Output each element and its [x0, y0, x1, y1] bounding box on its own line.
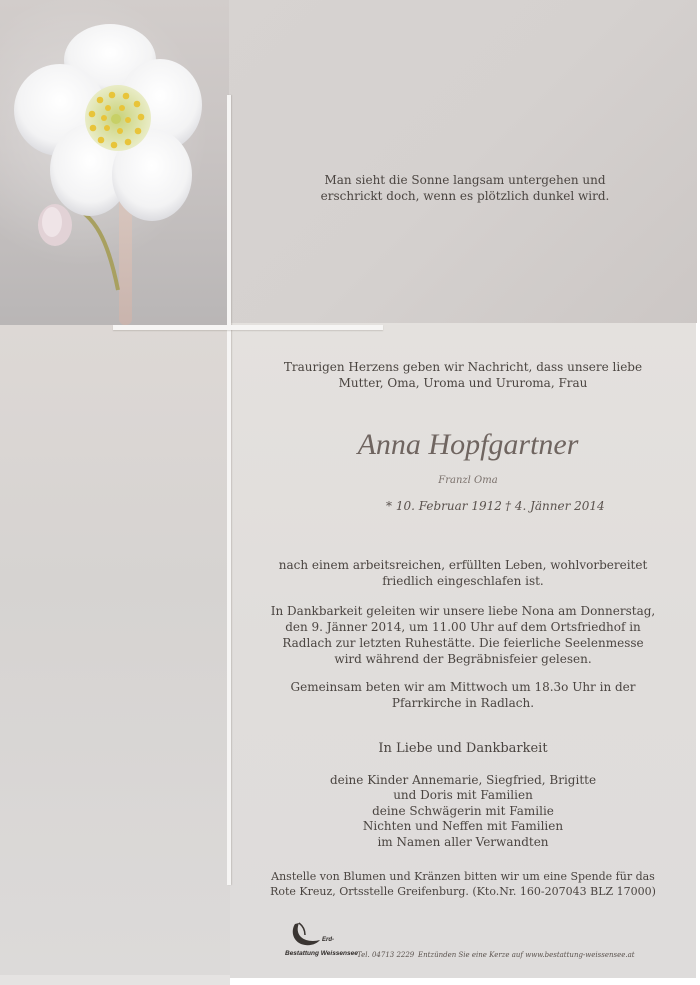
logo-text: Bestattung Weissensee [285, 950, 358, 957]
phone-number: Tel. 04713 2229 [357, 951, 415, 959]
prayer-paragraph: Gemeinsam beten wir am Mittwoch um 18.3o Uhr in der Pfarrkirche in Radlach. [290, 680, 636, 710]
donation-note: Anstelle von Blumen und Kränzen bitten wir um eine Spende für das Rote Kreuz, Ortsstelle Greifenburg. (Kto.Nr. 160-207043 BLZ 17000) [270, 870, 656, 898]
logo-small-text: Erd- [322, 937, 334, 943]
death-date: † 4. Jänner 2014 [505, 499, 605, 513]
footer [285, 920, 690, 965]
left-background-panel [0, 325, 230, 975]
life-paragraph: nach einem arbeitsreichen, erfüllten Leben, wohlvorbereitet friedlich eingeschlafen ist. [278, 558, 648, 588]
closing-line: In Liebe und Dankbarkeit [378, 741, 548, 756]
deceased-nickname: Franzl Oma [438, 475, 498, 486]
dove-logo-icon [287, 920, 323, 950]
deceased-name: Anna Hopfgartner [357, 428, 579, 461]
cross-vertical-bar [227, 95, 231, 885]
cross-horizontal-bar [113, 325, 383, 330]
bottom-strip [0, 975, 230, 985]
memorial-quote: Man sieht die Sonne langsam untergehen und erschrickt doch, wenn es plötzlich dunkel wird. [320, 173, 610, 203]
candle-link-text: Entzünden Sie eine Kerze auf www.bestattung-weissensee.at [418, 951, 635, 959]
birth-date: * 10. Februar 1912 [386, 499, 502, 513]
funeral-paragraph: In Dankbarkeit geleiten wir unsere liebe Nona am Donnerstag, den 9. Jänner 2014, um 11.00 Uhr auf dem Ortsfriedhof in Radlach zur letzten Ruhestätte. Die feierliche Seelenmesse wird während der Begräbnisfeier gelesen. [270, 604, 656, 666]
hellebore-flower-photo [0, 0, 229, 325]
announcement-intro: Traurigen Herzens geben wir Nachricht, dass unsere liebe Mutter, Oma, Uroma und Ururoma, Frau [283, 360, 643, 390]
mourners-list: deine Kinder Annemarie, Siegfried, Brigitte und Doris mit Familien deine Schwägerin mit Familie Nichten und Neffen mit Familien im Namen aller Verwandten [329, 773, 597, 849]
quote-panel [229, 0, 697, 323]
